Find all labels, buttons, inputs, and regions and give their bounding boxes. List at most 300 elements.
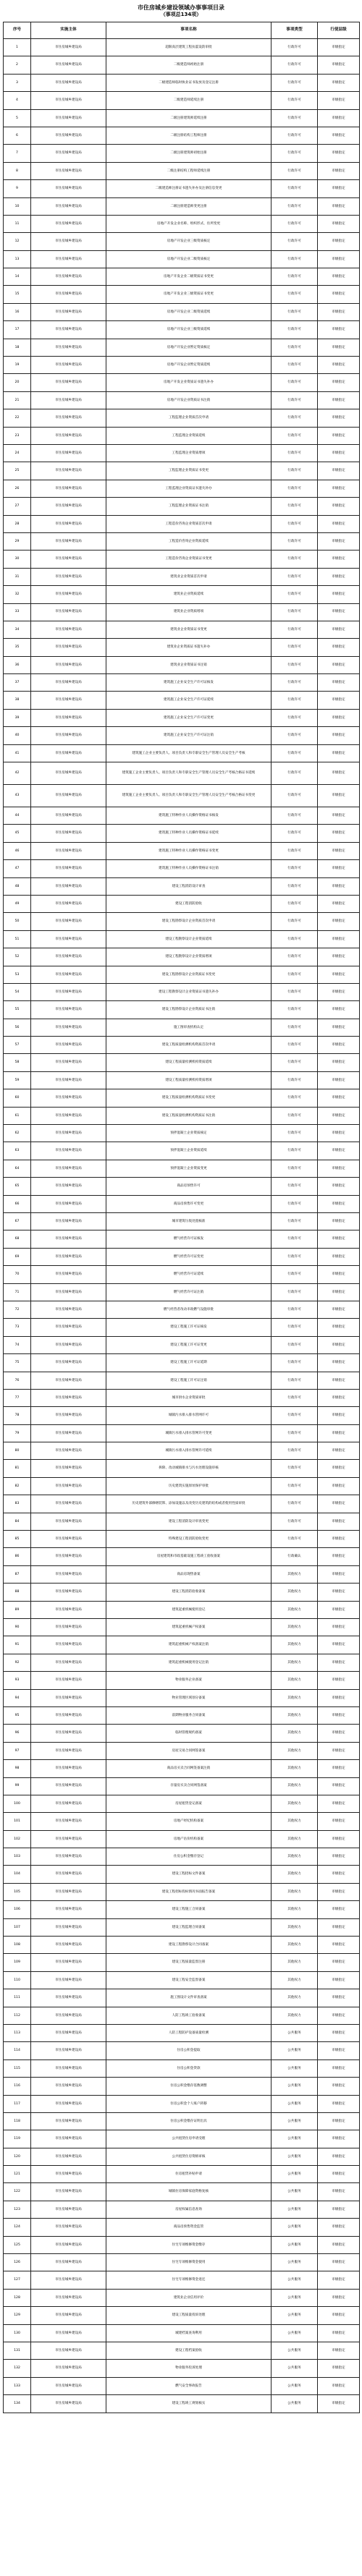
table-row (4, 1107, 360, 1124)
row-matter-type: 其他权力 (272, 1971, 318, 1989)
row-index: 114 (4, 2042, 31, 2059)
table-row (4, 532, 360, 550)
table-row (4, 639, 360, 656)
row-matter-name: 住房公积金缴存证明出具 (106, 2112, 272, 2130)
row-department: 市住房城乡建设局 (31, 1654, 106, 1671)
table-row (4, 427, 360, 444)
row-matter-name: 前期物业服务合同备案 (106, 1706, 272, 1724)
row-matter-type: 行政许可 (272, 1495, 318, 1513)
row-matter-name: 二级建造师延续注册 (106, 92, 272, 109)
row-matter-name: 建筑施工特种作业人员操作资格证书变更 (106, 842, 272, 859)
table-row (4, 930, 360, 948)
row-matter-name: 燃气经营许可证核发 (106, 1230, 272, 1248)
row-matter-name: 房地产开发企业暂定资质延续 (106, 357, 272, 374)
table-row (4, 1901, 360, 1918)
row-index: 28 (4, 515, 31, 532)
table-row (4, 1071, 360, 1089)
row-department: 市住房城乡建设局 (31, 532, 106, 550)
row-index: 7 (4, 145, 31, 162)
row-matter-type: 其他权力 (272, 1689, 318, 1706)
row-matter-type: 行政许可 (272, 145, 318, 162)
row-department: 市住房城乡建设局 (31, 727, 106, 744)
row-matter-type: 其他权力 (272, 1618, 318, 1636)
row-index: 57 (4, 1037, 31, 1054)
row-department: 市住房城乡建设局 (31, 427, 106, 444)
row-matter-type: 行政许可 (272, 515, 318, 532)
row-department: 市住房城乡建设局 (31, 1813, 106, 1830)
row-level: 市级指定 (318, 2078, 360, 2095)
row-matter-name: 建设工程监理合同备案 (106, 1918, 272, 1936)
row-matter-type: 其他权力 (272, 1883, 318, 1900)
row-index: 91 (4, 1636, 31, 1654)
row-level: 市级指定 (318, 2360, 360, 2377)
row-matter-name: 建筑业企业资质首次申请 (106, 568, 272, 585)
row-index: 89 (4, 1601, 31, 1618)
row-matter-name: 施工图设计文件审查备案 (106, 1989, 272, 2007)
row-matter-name: 城市供水企业资质审批 (106, 1389, 272, 1406)
row-matter-name: 燃气经营许可证注销 (106, 1283, 272, 1301)
row-index: 134 (4, 2395, 31, 2413)
table-row (4, 2236, 360, 2253)
row-matter-type: 行政许可 (272, 1125, 318, 1142)
row-index: 8 (4, 162, 31, 179)
table-row (4, 321, 360, 339)
table-row (4, 1160, 360, 1177)
row-index: 81 (4, 1460, 31, 1477)
table-row (4, 1689, 360, 1706)
table-row (4, 268, 360, 286)
row-department: 市住房城乡建设局 (31, 1601, 106, 1618)
row-matter-type: 公共服务 (272, 2271, 318, 2289)
row-matter-name: 建筑施工企业主要负责人、项目负责人和专职安全生产管理人员安全生产考核 (106, 744, 272, 762)
row-level: 市级指定 (318, 2024, 360, 2041)
row-matter-type: 公共服务 (272, 2254, 318, 2271)
row-matter-type: 其他权力 (272, 1672, 318, 1689)
row-department: 市住房城乡建设局 (31, 1477, 106, 1495)
row-level: 市级指定 (318, 1901, 360, 1918)
row-index: 120 (4, 2148, 31, 2165)
row-matter-type: 行政许可 (272, 983, 318, 1000)
row-level: 市级指定 (318, 92, 360, 109)
row-index: 75 (4, 1354, 31, 1372)
row-matter-type: 行政许可 (272, 374, 318, 391)
row-level: 市级指定 (318, 1971, 360, 1989)
row-matter-name: 房地产估价机构备案 (106, 1830, 272, 1848)
row-index: 33 (4, 603, 31, 621)
row-matter-type: 行政许可 (272, 1037, 318, 1054)
row-matter-type: 其他权力 (272, 1777, 318, 1795)
row-matter-type: 其他权力 (272, 1937, 318, 1954)
row-level: 市级指定 (318, 1071, 360, 1089)
row-matter-name: 二级注册建筑师延续注册 (106, 109, 272, 127)
row-level: 市级指定 (318, 966, 360, 983)
row-department: 市住房城乡建设局 (31, 127, 106, 144)
row-index: 19 (4, 357, 31, 374)
row-index: 11 (4, 215, 31, 232)
row-level: 市级指定 (318, 603, 360, 621)
row-index: 126 (4, 2254, 31, 2271)
row-matter-name: 预拌混凝土企业资质延续 (106, 1142, 272, 1160)
row-level: 市级指定 (318, 357, 360, 374)
row-department: 市住房城乡建设局 (31, 1548, 106, 1565)
row-matter-type: 行政许可 (272, 409, 318, 427)
row-index: 2 (4, 56, 31, 74)
table-row (4, 1830, 360, 1848)
row-department: 市住房城乡建设局 (31, 709, 106, 726)
row-matter-type: 行政许可 (272, 74, 318, 91)
row-department: 市住房城乡建设局 (31, 1071, 106, 1089)
row-matter-name: 建筑业企业信用评价 (106, 2289, 272, 2306)
row-index: 15 (4, 286, 31, 303)
table-row (4, 692, 360, 709)
row-matter-type: 公共服务 (272, 2059, 318, 2077)
row-level: 市级指定 (318, 1654, 360, 1671)
row-level: 市级指定 (318, 709, 360, 726)
row-matter-name: 建筑业企业资质证书遗失补办 (106, 639, 272, 656)
row-level: 市级指定 (318, 1954, 360, 1971)
row-matter-type: 行政许可 (272, 1195, 318, 1212)
row-matter-type: 行政许可 (272, 480, 318, 497)
table-row (4, 2130, 360, 2148)
row-matter-name: 建筑起重机械使用登记 (106, 1601, 272, 1618)
table-row (4, 357, 360, 374)
table-row (4, 1230, 360, 1248)
row-department: 市住房城乡建设局 (31, 2271, 106, 2289)
table-row (4, 2324, 360, 2342)
row-index: 52 (4, 948, 31, 966)
table-row (4, 621, 360, 638)
row-matter-type: 行政许可 (272, 1019, 318, 1036)
row-level: 市级指定 (318, 1001, 360, 1019)
row-matter-name: 建设工程质量投诉处理 (106, 2307, 272, 2324)
row-matter-name: 建设工程消防设计审查变更 (106, 1513, 272, 1530)
table-row (4, 339, 360, 356)
row-index: 51 (4, 930, 31, 948)
row-index: 49 (4, 895, 31, 912)
row-matter-name: 建设工程施工许可证注销 (106, 1372, 272, 1389)
table-row (4, 2201, 360, 2218)
row-level: 市级指定 (318, 1565, 360, 1583)
table-row (4, 303, 360, 320)
table-row (4, 2095, 360, 2112)
table-row (4, 1742, 360, 1759)
row-matter-type: 行政许可 (272, 913, 318, 930)
row-index: 38 (4, 692, 31, 709)
table-row (4, 480, 360, 497)
row-level: 市级指定 (318, 1054, 360, 1071)
row-level: 市级指定 (318, 2112, 360, 2130)
table-row (4, 1989, 360, 2007)
table-row (4, 1848, 360, 1866)
row-index: 6 (4, 127, 31, 144)
table-row (4, 74, 360, 91)
row-level: 市级指定 (318, 1160, 360, 1177)
table-row (4, 2148, 360, 2165)
table-row (4, 1372, 360, 1389)
row-department: 市住房城乡建设局 (31, 180, 106, 197)
table-row (4, 1019, 360, 1036)
row-level: 市级指定 (318, 74, 360, 91)
row-level: 市级指定 (318, 1248, 360, 1265)
table-row (4, 860, 360, 877)
table-row (4, 250, 360, 268)
row-matter-name: 建设工程施工合同备案 (106, 1901, 272, 1918)
row-level: 市级指定 (318, 2377, 360, 2394)
row-level: 市级指定 (318, 762, 360, 785)
row-matter-name: 建设工程勘察设计企业资质证书注销 (106, 1001, 272, 1019)
row-department: 市住房城乡建设局 (31, 1037, 106, 1054)
row-matter-type: 行政许可 (272, 339, 318, 356)
row-level: 市级指定 (318, 1795, 360, 1812)
row-department: 市住房城乡建设局 (31, 1848, 106, 1866)
row-department: 市住房城乡建设局 (31, 250, 106, 268)
table-row (4, 1319, 360, 1336)
row-index: 55 (4, 1001, 31, 1019)
row-index: 90 (4, 1618, 31, 1636)
row-index: 127 (4, 2271, 31, 2289)
row-department: 市住房城乡建设局 (31, 895, 106, 912)
row-level: 市级指定 (318, 1319, 360, 1336)
row-level: 市级指定 (318, 1266, 360, 1283)
row-matter-name: 预拌混凝土企业资质核定 (106, 1125, 272, 1142)
row-level: 市级指定 (318, 162, 360, 179)
row-level: 市级指定 (318, 2007, 360, 2024)
table-row (4, 215, 360, 232)
table-row (4, 1213, 360, 1230)
row-matter-type: 公共服务 (272, 2377, 318, 2394)
row-department: 市住房城乡建设局 (31, 1989, 106, 2007)
row-matter-type: 行政许可 (272, 1336, 318, 1353)
row-department: 市住房城乡建设局 (31, 1689, 106, 1706)
row-department: 市住房城乡建设局 (31, 877, 106, 895)
table-row (4, 1477, 360, 1495)
row-matter-type: 其他权力 (272, 1954, 318, 1971)
table-row (4, 2007, 360, 2024)
row-level: 市级指定 (318, 2148, 360, 2165)
row-department: 市住房城乡建设局 (31, 966, 106, 983)
row-department: 市住房城乡建设局 (31, 603, 106, 621)
row-department: 市住房城乡建设局 (31, 1019, 106, 1036)
table-row (4, 1918, 360, 1936)
row-matter-name: 商品房买卖合同网签备案注销 (106, 1760, 272, 1777)
row-index: 123 (4, 2201, 31, 2218)
row-matter-type: 行政许可 (272, 1460, 318, 1477)
row-matter-name: 建设工程勘察设计企业资质证书变更 (106, 966, 272, 983)
row-matter-type: 其他权力 (272, 1706, 318, 1724)
row-matter-name: 建筑施工特种作业人员操作资格证书延续 (106, 825, 272, 842)
row-matter-type: 行政许可 (272, 197, 318, 215)
row-level: 市级指定 (318, 860, 360, 877)
row-matter-name: 燃气经营者改动市政燃气设施审批 (106, 1301, 272, 1318)
table-row (4, 966, 360, 983)
row-matter-type: 行政许可 (272, 744, 318, 762)
row-department: 市住房城乡建设局 (31, 498, 106, 515)
row-matter-name: 房地产开发企业名称、组织形式、住所变更 (106, 215, 272, 232)
row-department: 市住房城乡建设局 (31, 1565, 106, 1583)
row-level: 市级指定 (318, 1866, 360, 1883)
row-level: 市级指定 (318, 913, 360, 930)
row-level: 市级指定 (318, 895, 360, 912)
row-index: 102 (4, 1830, 31, 1848)
row-level: 市级指定 (318, 2271, 360, 2289)
row-department: 市住房城乡建设局 (31, 913, 106, 930)
table-row (4, 1813, 360, 1830)
row-index: 45 (4, 825, 31, 842)
table-row (4, 1266, 360, 1283)
row-matter-type: 行政许可 (272, 639, 318, 656)
table-row (4, 462, 360, 480)
row-matter-type: 行政许可 (272, 1054, 318, 1071)
row-matter-name: 房屋租赁登记备案 (106, 1795, 272, 1812)
row-department: 市住房城乡建设局 (31, 462, 106, 480)
row-matter-name: 施工图审查机构认定 (106, 1019, 272, 1036)
row-index: 35 (4, 639, 31, 656)
row-level: 市级指定 (318, 427, 360, 444)
row-department: 市住房城乡建设局 (31, 109, 106, 127)
table-row (4, 1037, 360, 1054)
row-department: 市住房城乡建设局 (31, 145, 106, 162)
row-level: 市级指定 (318, 2059, 360, 2077)
row-matter-type: 公共服务 (272, 2324, 318, 2342)
row-index: 10 (4, 197, 31, 215)
row-matter-name: 房地产开发企业二级资质延续 (106, 303, 272, 320)
row-level: 市级指定 (318, 2219, 360, 2236)
table-row (4, 1442, 360, 1460)
row-index: 20 (4, 374, 31, 391)
row-level: 市级指定 (318, 785, 360, 807)
row-matter-type: 行政许可 (272, 709, 318, 726)
row-matter-type: 其他权力 (272, 1725, 318, 1742)
row-level: 市级指定 (318, 727, 360, 744)
row-matter-name: 建筑起重机械使用登记注销 (106, 1654, 272, 1671)
row-matter-name: 商品房现售备案 (106, 1565, 272, 1583)
row-index: 94 (4, 1689, 31, 1706)
row-index: 86 (4, 1548, 31, 1565)
row-level: 市级指定 (318, 2289, 360, 2306)
table-row (4, 2395, 360, 2413)
row-index: 53 (4, 966, 31, 983)
row-matter-name: 建筑施工企业安全生产许可证核发 (106, 674, 272, 692)
row-index: 26 (4, 480, 31, 497)
table-row (4, 498, 360, 515)
row-department: 市住房城乡建设局 (31, 1301, 106, 1318)
row-matter-name: 工程监理企业资质证书遗失补办 (106, 480, 272, 497)
row-matter-name: 超限高层建筑工程抗震设防审批 (106, 39, 272, 56)
row-matter-name: 建设工程质量检测机构资质证书注销 (106, 1107, 272, 1124)
row-matter-name: 住宅专项维修资金使用 (106, 2254, 272, 2271)
table-row (4, 1795, 360, 1812)
row-index: 60 (4, 1089, 31, 1107)
row-level: 市级指定 (318, 1742, 360, 1759)
row-matter-name: 房屋权属信息查询 (106, 2201, 272, 2218)
row-matter-name: 建设工程质量检测机构资质延续 (106, 1054, 272, 1071)
row-matter-name: 住房公积金缴存基数调整 (106, 2078, 272, 2095)
row-department: 市住房城乡建设局 (31, 1584, 106, 1601)
row-department: 市住房城乡建设局 (31, 1319, 106, 1336)
row-index: 31 (4, 568, 31, 585)
row-matter-name: 城镇污水排入排水管网许可 (106, 1407, 272, 1424)
row-level: 市级指定 (318, 1883, 360, 1900)
row-matter-type: 公共服务 (272, 2289, 318, 2306)
row-matter-name: 建筑施工企业安全生产许可证延续 (106, 692, 272, 709)
row-matter-type: 行政许可 (272, 215, 318, 232)
row-matter-type: 其他权力 (272, 1565, 318, 1583)
row-level: 市级指定 (318, 1107, 360, 1124)
row-matter-name: 建筑施工企业主要负责人、项目负责人和专职安全生产管理人员安全生产考核合格证书延续 (106, 762, 272, 785)
row-department: 市住房城乡建设局 (31, 1195, 106, 1212)
row-matter-name: 建筑业企业资质延续 (106, 586, 272, 603)
table-row (4, 1601, 360, 1618)
row-matter-name: 历史建筑外部修缮装饰、添加设施以及改变历史建筑的结构或者使用性质审批 (106, 1495, 272, 1513)
row-level: 市级指定 (318, 409, 360, 427)
row-department: 市住房城乡建设局 (31, 1971, 106, 1989)
row-matter-type: 公共服务 (272, 2166, 318, 2183)
row-matter-name: 燃气经营许可证变更 (106, 1248, 272, 1265)
row-matter-type: 行政许可 (272, 268, 318, 286)
row-department: 市住房城乡建设局 (31, 2395, 106, 2413)
table-row (4, 551, 360, 568)
table-row (4, 1883, 360, 1900)
row-department: 市住房城乡建设局 (31, 2236, 106, 2253)
table-row (4, 162, 360, 179)
row-level: 市级指定 (318, 1548, 360, 1565)
row-matter-name: 建设工程质量检测机构资质首次申请 (106, 1037, 272, 1054)
row-department: 市住房城乡建设局 (31, 1054, 106, 1071)
row-index: 44 (4, 807, 31, 825)
row-department: 市住房城乡建设局 (31, 1636, 106, 1654)
row-level: 市级指定 (318, 1230, 360, 1248)
row-department: 市住房城乡建设局 (31, 515, 106, 532)
row-level: 市级指定 (318, 842, 360, 859)
row-level: 市级指定 (318, 1689, 360, 1706)
row-department: 市住房城乡建设局 (31, 762, 106, 785)
table-row (4, 807, 360, 825)
row-matter-type: 其他权力 (272, 1584, 318, 1601)
row-department: 市住房城乡建设局 (31, 1407, 106, 1424)
row-department: 市住房城乡建设局 (31, 1513, 106, 1530)
table-row (4, 2112, 360, 2130)
row-department: 市住房城乡建设局 (31, 2078, 106, 2095)
row-index: 40 (4, 727, 31, 744)
table-row (4, 2166, 360, 2183)
table-row (4, 39, 360, 56)
row-matter-name: 存量房买卖合同网签备案 (106, 1777, 272, 1795)
table-row (4, 2289, 360, 2306)
row-department: 市住房城乡建设局 (31, 1725, 106, 1742)
row-level: 市级指定 (318, 2130, 360, 2148)
row-matter-type: 行政许可 (272, 762, 318, 785)
row-index: 9 (4, 180, 31, 197)
row-level: 市级指定 (318, 391, 360, 409)
row-department: 市住房城乡建设局 (31, 1937, 106, 1954)
row-index: 1 (4, 39, 31, 56)
row-department: 市住房城乡建设局 (31, 930, 106, 948)
row-department: 市住房城乡建设局 (31, 1460, 106, 1477)
row-level: 市级指定 (318, 1848, 360, 1866)
row-index: 83 (4, 1495, 31, 1513)
row-matter-type: 行政许可 (272, 286, 318, 303)
row-department: 市住房城乡建设局 (31, 197, 106, 215)
row-level: 市级指定 (318, 2324, 360, 2342)
table-row (4, 2183, 360, 2201)
table-row (4, 1513, 360, 1530)
row-index: 62 (4, 1125, 31, 1142)
row-index: 97 (4, 1742, 31, 1759)
row-index: 76 (4, 1372, 31, 1389)
row-matter-type: 其他权力 (272, 1866, 318, 1883)
row-index: 80 (4, 1442, 31, 1460)
row-department: 市住房城乡建设局 (31, 2095, 106, 2112)
